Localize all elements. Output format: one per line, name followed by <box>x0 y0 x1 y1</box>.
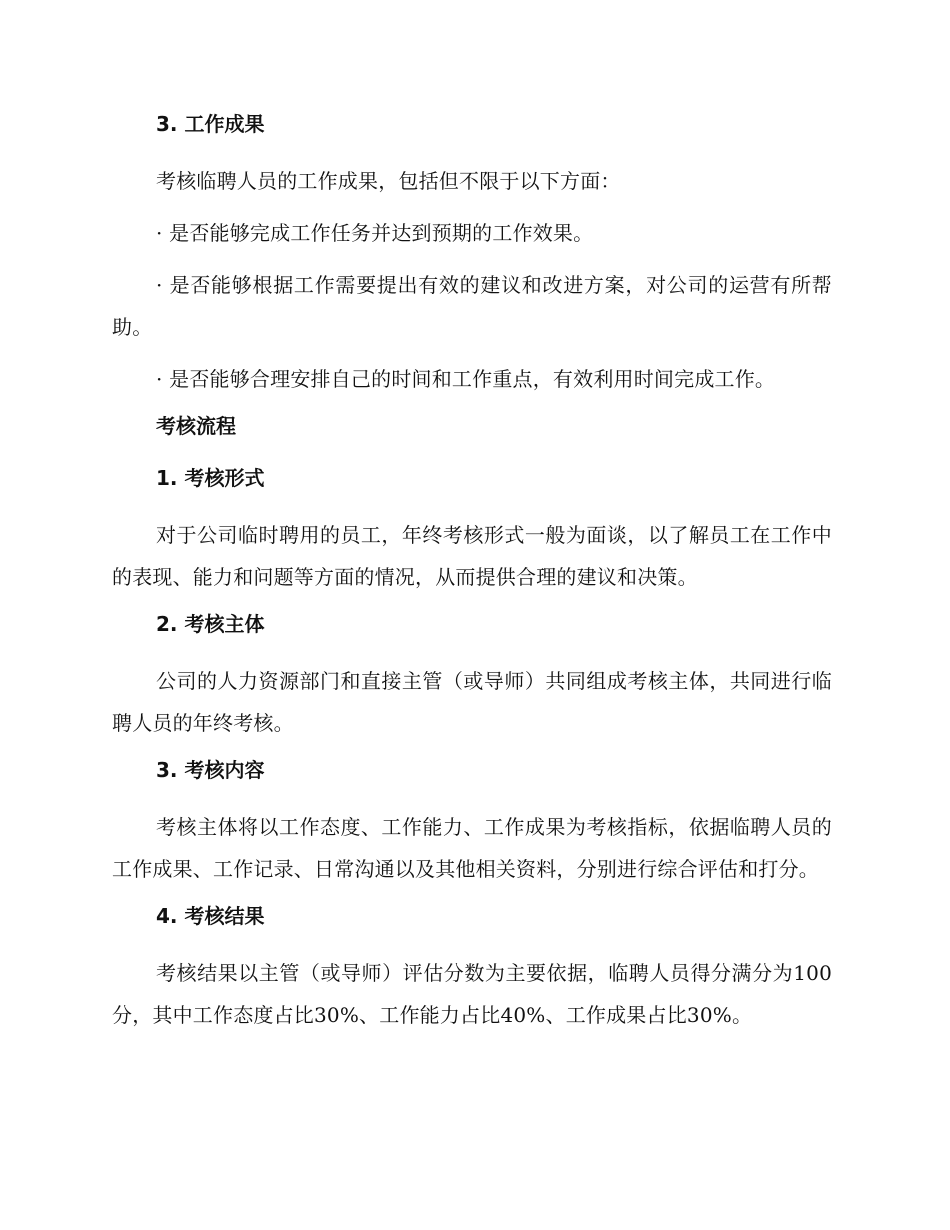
section-heading-form: 1. 考核形式 <box>156 466 265 490</box>
document-page <box>112 108 832 1046</box>
bullet-item-suggestions: · 是否能够根据工作需要提出有效的建议和改进方案，对公司的运营有所帮助。 <box>112 273 832 339</box>
paragraph-content: 考核主体将以工作态度、工作能力、工作成果为考核指标，依据临聘人员的工作成果、工作记录、日常沟通以及其他相关资料，分别进行综合评估和打分。 <box>112 815 832 881</box>
paragraph-results: 考核结果以主管（或导师）评估分数为主要依据，临聘人员得分满分为100分，其中工作态度占比30%、工作能力占比40%、工作成果占比30%。 <box>112 961 832 1027</box>
section-heading-work-results: 3. 工作成果 <box>156 112 265 136</box>
section-heading-process: 考核流程 <box>156 414 236 438</box>
section-heading-content: 3. 考核内容 <box>156 758 265 782</box>
section-heading-subject: 2. 考核主体 <box>156 612 265 636</box>
paragraph-form: 对于公司临时聘用的员工，年终考核形式一般为面谈，以了解员工在工作中的表现、能力和问题等方面的情况，从而提供合理的建议和决策。 <box>112 523 832 589</box>
paragraph-subject: 公司的人力资源部门和直接主管（或导师）共同组成考核主体，共同进行临聘人员的年终考核。 <box>112 669 832 735</box>
section-heading-results: 4. 考核结果 <box>156 904 265 928</box>
bullet-item-time-management: · 是否能够合理安排自己的时间和工作重点，有效利用时间完成工作。 <box>156 367 776 391</box>
paragraph-work-results-intro: 考核临聘人员的工作成果，包括但不限于以下方面： <box>156 169 621 193</box>
bullet-item-complete-tasks: · 是否能够完成工作任务并达到预期的工作效果。 <box>156 221 594 245</box>
